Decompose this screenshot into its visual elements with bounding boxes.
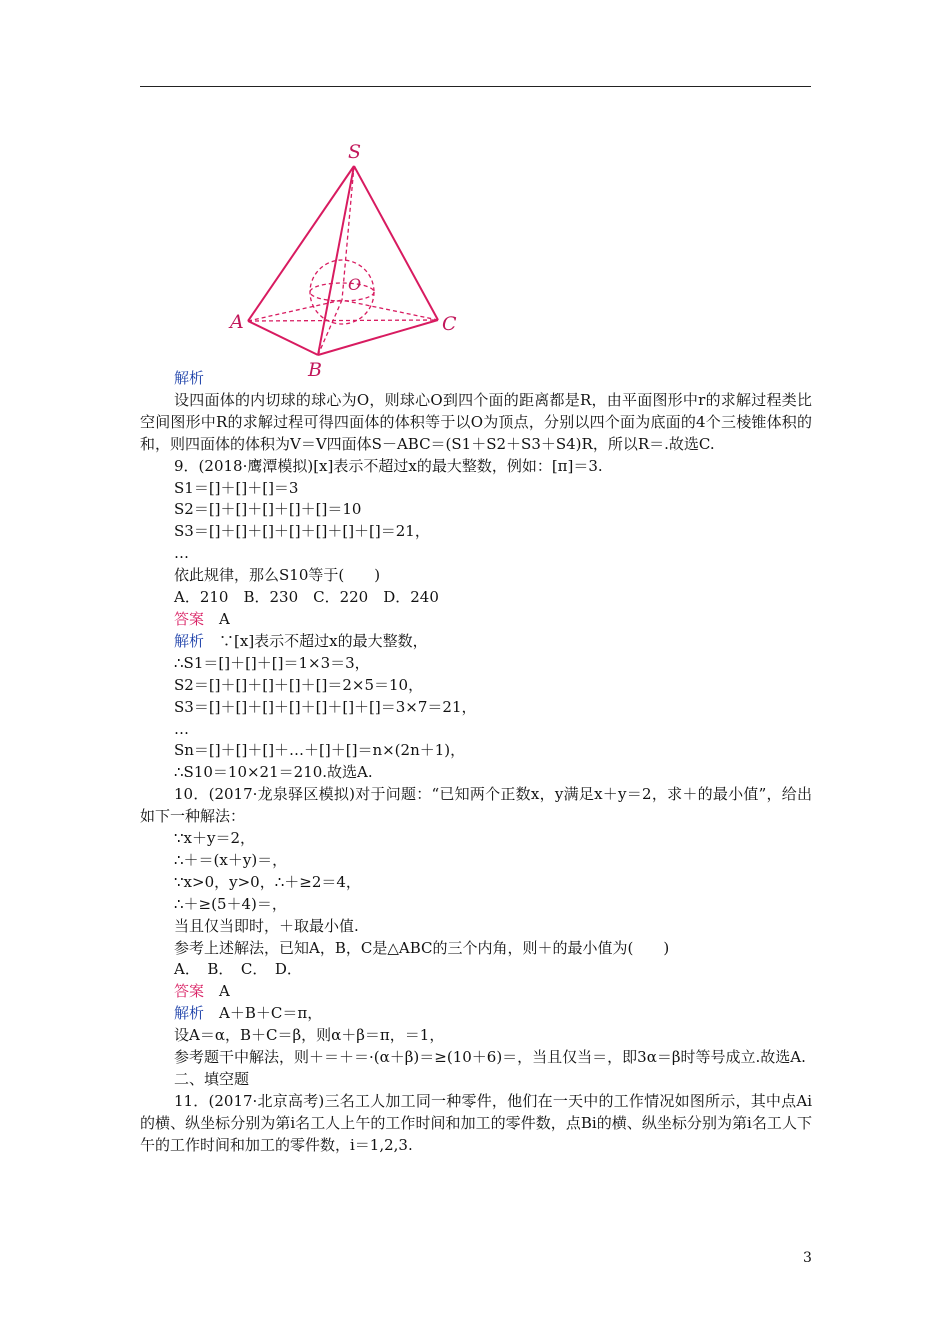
- edge-AB: [248, 321, 318, 355]
- text-line: …: [174, 544, 189, 563]
- text-line: ∵x＋y＝2，: [174, 829, 256, 848]
- solution-text: [140, 368, 812, 1157]
- text-line: 设A＝α，B＋C＝β，则α＋β＝π，＝1，: [174, 1026, 445, 1045]
- line-text: A: [204, 609, 230, 628]
- text-line: Sn＝[]＋[]＋[]＋…＋[]＋[]＝n×(2n＋1)，: [174, 741, 466, 760]
- paragraph: 设四面体的内切球的球心为O，则球心O到四个面的距离都是R，由平面图形中r的求解过程类比空间图形中R的求解过程可得四面体的体积等于以O为顶点，分别以四个面为底面的4个三棱锥体积的和，则四面体的体积为V＝V四面体S－ABC＝(S1＋S2＋S3＋S4)R，所以R＝.故选C.: [140, 390, 812, 453]
- edge-SA: [248, 166, 354, 321]
- paragraph: 参考题干中解法，则＋＝＋＝·(α＋β)＝≥(10＋6)＝，当且仅当＝，即3α＝β时等号成立.故选A.: [174, 1048, 806, 1067]
- labeled-line: [140, 981, 812, 1003]
- labeled-line: [140, 609, 812, 631]
- inscribed-sphere: [310, 260, 374, 324]
- text-line: 当且仅当即时，＋取最小值.: [174, 916, 359, 935]
- analysis-label: 解析: [174, 631, 205, 650]
- text-line: 9．(2018·鹰潭模拟)[x]表示不超过x的最大整数，例如：[π]＝3.: [174, 456, 603, 475]
- line-text: A＋B＋C＝π，: [204, 1004, 323, 1023]
- text-line: ∴＋＝(x＋y)＝，: [174, 850, 288, 869]
- edge-SC: [354, 166, 438, 320]
- text-line: A． B． C． D．: [174, 960, 302, 979]
- label-C: C: [442, 313, 457, 335]
- text-line: A．210 B．230 C．220 D．240: [174, 588, 439, 607]
- text-line: ∵x>0，y>0，∴＋≥2＝4，: [174, 872, 361, 891]
- analysis-label: 解析: [174, 369, 205, 387]
- analysis-label: 解析: [174, 1004, 205, 1023]
- text-line: S1＝[]＋[]＋[]＝3: [174, 478, 299, 497]
- label-A: A: [230, 311, 244, 333]
- page-number: 3: [803, 1250, 812, 1266]
- edge-BC: [318, 320, 438, 355]
- line-C-to-O: [342, 300, 438, 320]
- text-line: S3＝[]＋[]＋[]＋[]＋[]＋[]＋[]＝21，: [174, 522, 430, 541]
- text-line: ∴S1＝[]＋[]＋[]＝1×3＝3，: [174, 653, 370, 672]
- answer-label: 答案: [174, 982, 205, 1001]
- text-line: ∴＋≥(5＋4)＝，: [174, 894, 287, 913]
- tetrahedron-figure: [222, 128, 474, 380]
- text-line: S2＝[]＋[]＋[]＋[]＋[]＝2×5＝10，: [174, 675, 424, 694]
- labeled-line: [140, 631, 812, 653]
- text-line: ∴S10＝10×21＝210.故选A.: [174, 763, 373, 782]
- header-rule: [140, 86, 811, 87]
- sphere-equator: [310, 283, 374, 301]
- text-line: 二、填空题: [174, 1070, 250, 1088]
- paragraph: 10．(2017·龙泉驿区模拟)对于问题：“已知两个正数x，y满足x＋y＝2，求＋的最小值”，给出如下一种解法：: [140, 785, 812, 826]
- text-line: S3＝[]＋[]＋[]＋[]＋[]＋[]＋[]＝3×7＝21，: [174, 697, 477, 716]
- line-text: ∵[x]表示不超过x的最大整数，: [204, 631, 428, 650]
- text-line: 依此规律，那么S10等于( ): [174, 566, 381, 585]
- line-text: A: [204, 982, 230, 1001]
- line-B-to-O: [318, 300, 342, 355]
- edge-AC-hidden: [248, 320, 438, 321]
- label-O: O: [348, 275, 362, 294]
- label-S: S: [348, 141, 362, 163]
- paragraph: 11．(2017·北京高考)三名工人加工同一种零件，他们在一天中的工作情况如图所示，其中点Ai的横、纵坐标分别为第i名工人上午的工作时间和加工的零件数，点Bi的横、纵坐标分别为第i名工人下午的工作时间和加工的零件数，i＝1,2,3.: [140, 1091, 812, 1154]
- answer-label: 答案: [174, 609, 205, 628]
- text-line: 参考上述解法，已知A，B，C是△ABC的三个内角，则＋的最小值为( ): [174, 938, 670, 957]
- text-line: …: [174, 719, 189, 738]
- text-line: S2＝[]＋[]＋[]＋[]＋[]＝10: [174, 500, 362, 519]
- labeled-line: [140, 1003, 812, 1025]
- label-B: B: [308, 359, 322, 380]
